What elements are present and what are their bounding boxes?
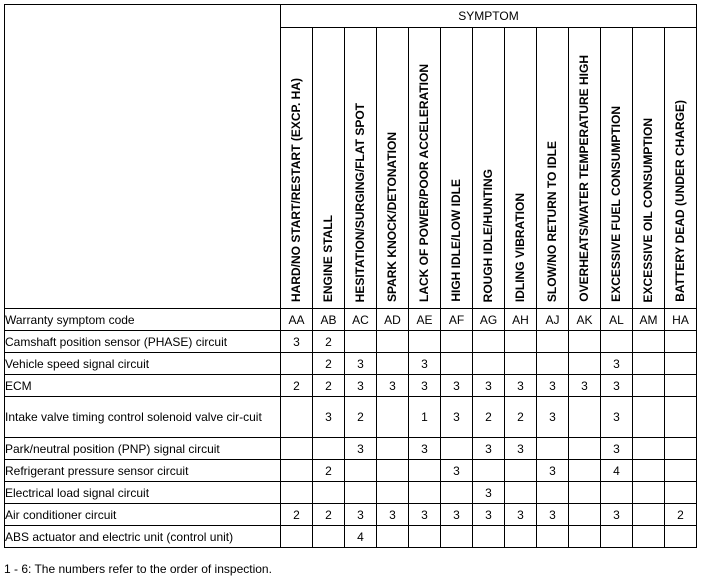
table-cell — [281, 397, 313, 438]
table-cell — [633, 482, 665, 504]
table-cell: 3 — [601, 375, 633, 397]
table-cell — [633, 397, 665, 438]
table-cell — [665, 482, 697, 504]
table-cell: 3 — [345, 375, 377, 397]
column-header — [377, 28, 409, 309]
table-cell: AE — [409, 309, 441, 331]
column-header-label: HARD/NO START/RESTART (EXCP. HA) — [289, 77, 303, 302]
table-cell — [313, 482, 345, 504]
table-cell: 3 — [345, 438, 377, 460]
table-cell: 3 — [601, 397, 633, 438]
row-label: ABS actuator and electric unit (control unit) — [5, 526, 281, 548]
column-header — [313, 28, 345, 309]
table-cell: AJ — [537, 309, 569, 331]
table-cell — [281, 482, 313, 504]
table-cell: 3 — [505, 375, 537, 397]
column-header-label: EXCESSIVE OIL CONSUMPTION — [641, 117, 655, 302]
table-cell — [441, 438, 473, 460]
symptom-header: SYMPTOM — [281, 5, 697, 28]
column-header — [281, 28, 313, 309]
table-cell: 2 — [313, 331, 345, 353]
row-label: Air conditioner circuit — [5, 504, 281, 526]
table-cell — [601, 331, 633, 353]
table-cell: 3 — [601, 438, 633, 460]
table-cell — [537, 526, 569, 548]
table-cell: 2 — [665, 504, 697, 526]
table-cell — [441, 331, 473, 353]
table-cell — [345, 331, 377, 353]
table-cell: 3 — [473, 504, 505, 526]
table-cell: AA — [281, 309, 313, 331]
column-header-label: HESITATION/SURGING/FLAT SPOT — [353, 102, 367, 302]
table-cell: AL — [601, 309, 633, 331]
table-cell — [409, 482, 441, 504]
table-cell: 3 — [313, 397, 345, 438]
table-row — [5, 526, 697, 548]
column-header-label: EXCESSIVE FUEL CONSUMPTION — [609, 106, 623, 302]
table-cell: AF — [441, 309, 473, 331]
table-cell: AB — [313, 309, 345, 331]
column-header — [601, 28, 633, 309]
table-cell: 3 — [409, 438, 441, 460]
table-cell: 3 — [281, 331, 313, 353]
table-row — [5, 331, 697, 353]
table-cell: 3 — [569, 375, 601, 397]
row-label: Camshaft position sensor (PHASE) circuit — [5, 331, 281, 353]
table-cell — [569, 526, 601, 548]
table-cell: 3 — [601, 504, 633, 526]
table-cell: 3 — [441, 397, 473, 438]
table-cell: 2 — [313, 504, 345, 526]
row-label: Intake valve timing control solenoid valve cir-cuit — [5, 397, 281, 438]
table-cell: AK — [569, 309, 601, 331]
table-cell: 3 — [409, 375, 441, 397]
table-cell — [409, 526, 441, 548]
table-cell — [569, 482, 601, 504]
column-header — [473, 28, 505, 309]
symptom-table — [4, 4, 697, 548]
table-row — [5, 397, 697, 438]
column-header — [537, 28, 569, 309]
row-label: Vehicle speed signal circuit — [5, 353, 281, 375]
table-cell: 2 — [313, 375, 345, 397]
table-cell — [665, 331, 697, 353]
table-row — [5, 309, 697, 331]
table-cell — [441, 482, 473, 504]
table-cell: 3 — [377, 504, 409, 526]
table-cell — [505, 460, 537, 482]
table-cell — [569, 397, 601, 438]
footnote: 1 - 6: The numbers refer to the order of inspection. — [4, 562, 272, 576]
table-cell — [537, 438, 569, 460]
table-cell: 3 — [441, 375, 473, 397]
table-cell: 1 — [409, 397, 441, 438]
table-cell: 2 — [473, 397, 505, 438]
table-cell — [377, 397, 409, 438]
table-cell — [633, 504, 665, 526]
table-cell — [281, 460, 313, 482]
table-cell: 2 — [313, 460, 345, 482]
table-row — [5, 353, 697, 375]
table-cell — [665, 397, 697, 438]
table-cell — [409, 331, 441, 353]
table-cell — [665, 460, 697, 482]
table-cell — [281, 526, 313, 548]
table-cell: 3 — [409, 353, 441, 375]
table-body — [5, 309, 697, 548]
table-cell: 3 — [345, 504, 377, 526]
column-header — [665, 28, 697, 309]
table-cell — [313, 438, 345, 460]
table-row — [5, 438, 697, 460]
table-cell: HA — [665, 309, 697, 331]
table-cell: 2 — [345, 397, 377, 438]
table-cell: 2 — [281, 504, 313, 526]
table-cell: 3 — [345, 353, 377, 375]
table-cell: 3 — [473, 482, 505, 504]
table-cell — [505, 482, 537, 504]
table-cell — [569, 504, 601, 526]
row-label: ECM — [5, 375, 281, 397]
table-cell — [281, 353, 313, 375]
table-cell: 3 — [441, 460, 473, 482]
table-row — [5, 375, 697, 397]
table-cell — [377, 331, 409, 353]
table-cell: 3 — [409, 504, 441, 526]
table-cell — [537, 331, 569, 353]
table-cell — [633, 353, 665, 375]
table-cell — [345, 460, 377, 482]
table-cell — [601, 526, 633, 548]
row-label: Electrical load signal circuit — [5, 482, 281, 504]
table-cell — [569, 331, 601, 353]
table-cell — [569, 438, 601, 460]
table-cell: 3 — [377, 375, 409, 397]
table-cell — [377, 438, 409, 460]
table-cell: AM — [633, 309, 665, 331]
table-cell: AD — [377, 309, 409, 331]
table-cell — [281, 438, 313, 460]
table-cell: 4 — [601, 460, 633, 482]
table-cell: 3 — [473, 438, 505, 460]
row-label: Warranty symptom code — [5, 309, 281, 331]
table-cell — [537, 353, 569, 375]
table-cell — [633, 460, 665, 482]
row-label: Park/neutral position (PNP) signal circuit — [5, 438, 281, 460]
table-cell — [665, 526, 697, 548]
table-cell: 3 — [601, 353, 633, 375]
column-header-label: SPARK KNOCK/DETONATION — [385, 131, 399, 302]
column-header-label: LACK OF POWER/POOR ACCELERATION — [417, 64, 431, 302]
table-cell — [441, 353, 473, 375]
table-cell — [377, 460, 409, 482]
column-header-label: OVERHEATS/WATER TEMPERATURE HIGH — [577, 55, 591, 302]
table-cell — [633, 331, 665, 353]
table-cell: 2 — [281, 375, 313, 397]
table-cell — [505, 353, 537, 375]
table-cell: 3 — [473, 375, 505, 397]
table-cell — [473, 331, 505, 353]
table-cell — [409, 460, 441, 482]
table-cell: 3 — [441, 504, 473, 526]
column-header-label: ROUGH IDLE/HUNTING — [481, 168, 495, 302]
column-header — [441, 28, 473, 309]
table-cell: AH — [505, 309, 537, 331]
table-cell — [377, 482, 409, 504]
table-row — [5, 460, 697, 482]
table-row — [5, 504, 697, 526]
column-header — [569, 28, 601, 309]
column-header — [345, 28, 377, 309]
table-cell — [601, 482, 633, 504]
table-cell — [313, 526, 345, 548]
table-cell — [665, 353, 697, 375]
table-cell — [505, 331, 537, 353]
table-cell: 3 — [537, 504, 569, 526]
column-header — [409, 28, 441, 309]
table-cell: AC — [345, 309, 377, 331]
table-cell — [633, 375, 665, 397]
table-cell: 2 — [505, 397, 537, 438]
column-header-label: SLOW/NO RETURN TO IDLE — [545, 140, 559, 302]
table-cell: 2 — [313, 353, 345, 375]
table-cell: 3 — [505, 438, 537, 460]
column-header-label: IDLING VIBRATION — [513, 192, 527, 302]
column-header-label: BATTERY DEAD (UNDER CHARGE) — [673, 100, 687, 302]
row-label: Refrigerant pressure sensor circuit — [5, 460, 281, 482]
table-cell — [633, 438, 665, 460]
table-cell: AG — [473, 309, 505, 331]
table-cell: 3 — [537, 397, 569, 438]
table-cell — [569, 460, 601, 482]
table-cell: 4 — [345, 526, 377, 548]
table-cell — [473, 526, 505, 548]
column-header-label: HIGH IDLE/LOW IDLE — [449, 179, 463, 302]
table-cell — [473, 460, 505, 482]
table-cell — [633, 526, 665, 548]
table-cell — [345, 482, 377, 504]
column-header — [633, 28, 665, 309]
table-cell: 3 — [505, 504, 537, 526]
table-cell: 3 — [537, 375, 569, 397]
table-cell — [473, 353, 505, 375]
table-cell — [665, 375, 697, 397]
table-cell — [377, 526, 409, 548]
header-corner — [5, 5, 281, 309]
table-row — [5, 482, 697, 504]
table-cell — [441, 526, 473, 548]
table-cell — [665, 438, 697, 460]
table-cell — [537, 482, 569, 504]
table-cell — [377, 353, 409, 375]
column-header — [505, 28, 537, 309]
table-cell: 3 — [537, 460, 569, 482]
table-cell — [505, 526, 537, 548]
column-header-label: ENGINE STALL — [321, 214, 335, 302]
table-cell — [569, 353, 601, 375]
